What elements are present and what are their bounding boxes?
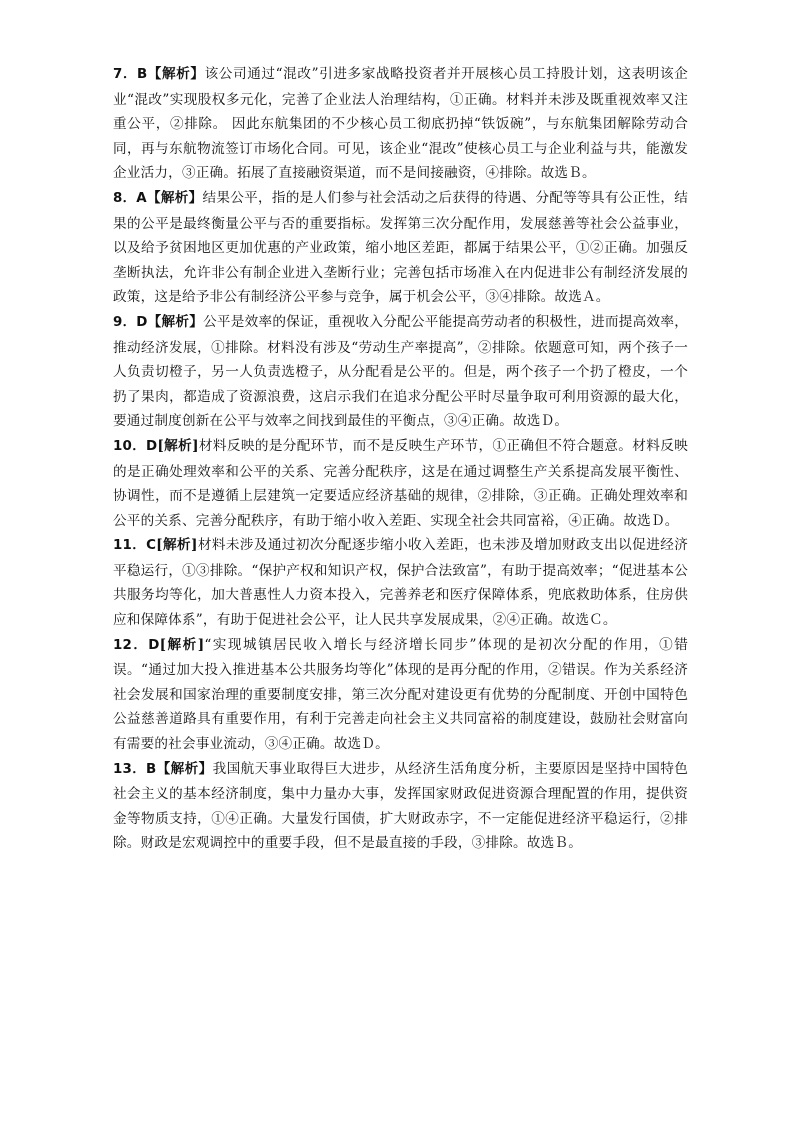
answer-choice: D <box>146 438 158 454</box>
answer-item-8: 8．A【解析】结果公平，指的是人们参与社会活动之后获得的待遇、分配等等具有公正性，结果的公平是最终衡量公平与否的重要指标。发挥第三次分配作用，发展慈善等社会公益事业，以及给予贫困地区更加优惠的产业政策，缩小地区差距，都属于结果公平，①②正确。加强反垄断执法，允许非公有制企业进入垄断行业；完善包括市场准入在内促进非公有制经济发展的政策，这是给予非公有制经济公平参与竞争，属于机会公平，③④排除。故选Ａ。 <box>113 189 689 306</box>
answer-choice: B <box>136 67 148 82</box>
answer-choice: B <box>146 761 157 777</box>
question-number: 7 <box>113 67 123 82</box>
answer-item-11: 11．C[解析]材料未涉及通过初次分配逐步缩小收入差距，也未涉及增加财政支出以促进经济平稳运行，①③排除。“保护产权和知识产权，保护合法致富”，有助于提高效率；“促进基本公共服务均等化，加大普惠性人力资本投入，完善养老和医疗保障体系，兜底救助体系，住房供应和保障体系”，有助于促进社会公平，让人民共享发展成果，②④正确。故选Ｃ。 <box>113 537 689 629</box>
answer-choice: D <box>136 314 148 330</box>
answer-item-12: 12．D[解析]“实现城镇居民收入增长与经济增长同步”体现的是初次分配的作用，①错误。“通过加大投入推进基本公共服务均等化”体现的是再分配的作用，②错误。作为关系经济社会发展和国家治理的重要制度安排，第三次分配对建设更有优势的分配制度、开创中国特色公益慈善道路具有重要作用，有利于完善走向社会主义共同富裕的制度建设，鼓励社会财富向有需要的社会事业流动，③④正确。故选Ｄ。 <box>113 636 688 753</box>
answer-choice: D <box>148 637 160 653</box>
analysis-tag: [解析] <box>159 636 205 653</box>
analysis-tag: [解析] <box>156 537 198 554</box>
analysis-text: 结果公平，指的是人们参与社会活动之后获得的待遇、分配等等具有公正性，结果的公平是最终衡量公平与否的重要指标。发挥第三次分配作用，发展慈善等社会公益事业，以及给予贫困地区更加优惠的产业政策，缩小地区差距，都属于结果公平，①②正确。加强反垄断执法，允许非公有制企业进入垄断行业；完善包括市场准入在内促进非公有制经济发展的政策，这是给予非公有制经济公平参与竞争，属于机会公平，③④排除。故选Ａ。 <box>113 189 689 306</box>
analysis-text: 该公司通过“混改”引进多家战略投资者并开展核心员工持股计划，这表明该企业“混改”实现股权多元化，完善了企业法人治理结构，①正确。材料并未涉及既重视效率又注重公平，②排除。 因此东航集团的不少核心员工彻底扔掉“铁饭碗”，与东航集团解除劳动合同，再与东航物流签订市场化合同。可见，该企业“混改”使核心员工与企业利益与共，能激发企业活力，③正确。拓展了直接融资渠道，而不是间接融资，④排除。故选Ｂ。 <box>113 66 689 182</box>
question-number: 11 <box>113 538 133 554</box>
answer-choice: A <box>136 190 147 206</box>
analysis-text: 我国航天事业取得巨大进步，从经济生活角度分析，主要原因是坚持中国特色社会主义的基本经济制度，集中力量办大事，发挥国家财政促进资源合理配置的作用，提供资金等物质支持，①④正确。大量发行国债，扩大财政赤字，不一定能促进经济平稳运行，②排除。财政是宏观调控中的重要手段，但不是最直接的手段，③排除。故选Ｂ。 <box>113 760 688 852</box>
analysis-text: 材料未涉及通过初次分配逐步缩小收入差距，也未涉及增加财政支出以促进经济平稳运行，①③排除。“保护产权和知识产权，保护合法致富”，有助于提高效率；“促进基本公共服务均等化，加大普惠性人力资本投入，完善养老和医疗保障体系，兜底救助体系，住房供应和保障体系”，有助于促进社会公平，让人民共享发展成果，②④正确。故选Ｃ。 <box>113 537 689 629</box>
question-number: 8 <box>113 190 123 206</box>
analysis-text: “实现城镇居民收入增长与经济增长同步”体现的是初次分配的作用，①错误。“通过加大投入推进基本公共服务均等化”体现的是再分配的作用，②错误。作为关系经济社会发展和国家治理的重要制度安排，第三次分配对建设更有优势的分配制度、开创中国特色公益慈善道路具有重要作用，有利于完善走向社会主义共同富裕的制度建设，鼓励社会财富向有需要的社会事业流动，③④正确。故选Ｄ。 <box>113 636 688 753</box>
answer-explanations <box>113 62 688 856</box>
answer-item-7: 7．B【解析】该公司通过“混改”引进多家战略投资者并开展核心员工持股计划，这表明该企业“混改”实现股权多元化，完善了企业法人治理结构，①正确。材料并未涉及既重视效率又注重公平，②排除。 因此东航集团的不少核心员工彻底扔掉“铁饭碗”，与东航集团解除劳动合同，再与东航物流签订市场化合同。可见，该企业“混改”使核心员工与企业利益与共，能激发企业活力，③正确。拓展了直接融资渠道，而不是间接融资，④排除。故选Ｂ。 <box>113 66 689 182</box>
question-number: 13 <box>113 761 133 777</box>
analysis-tag: [解析] <box>157 437 199 454</box>
answer-choice: C <box>146 538 157 554</box>
answer-item-9: 9．D【解析】公平是效率的保证，重视收入分配公平能提高劳动者的积极性，进而提高效率，推动经济发展，①排除。材料没有涉及“劳动生产率提高”，②排除。依题意可知，两个孩子一人负责切橙子，另一人负责选橙子，从分配看是公平的。但是，两个孩子一个扔了橙皮，一个扔了果肉，都造成了资源浪费，这启示我们在追求分配公平时尽量争取可利用资源的最大化，要通过制度创新在公平与效率之间找到最佳的平衡点，③④正确。故选Ｄ。 <box>113 313 688 430</box>
analysis-tag: 【解析】 <box>156 760 213 777</box>
answer-item-13: 13．B【解析】我国航天事业取得巨大进步，从经济生活角度分析，主要原因是坚持中国特色社会主义的基本经济制度，集中力量办大事，发挥国家财政促进资源合理配置的作用，提供资金等物质支持，①④正确。大量发行国债，扩大财政赤字，不一定能促进经济平稳运行，②排除。财政是宏观调控中的重要手段，但不是最直接的手段，③排除。故选Ｂ。 <box>113 760 688 852</box>
question-number: 9 <box>113 314 123 330</box>
analysis-tag: 【解析】 <box>146 189 203 206</box>
analysis-tag: 【解析】 <box>147 313 204 330</box>
answer-item-10: 10．D[解析]材料反映的是分配环节，而不是反映生产环节，①正确但不符合题意。材料反映的是正确处理效率和公平的关系、完善分配秩序，这是在通过调整生产关系提高发展平衡性、协调性，而不是遵循上层建筑一定要适应经济基础的规律，②排除，③正确。正确处理效率和公平的关系、完善分配秩序，有助于缩小收入差距、实现全社会共同富裕，④正确。故选Ｄ。 <box>113 437 688 529</box>
question-number: 12 <box>113 637 133 653</box>
analysis-text: 材料反映的是分配环节，而不是反映生产环节，①正确但不符合题意。材料反映的是正确处理效率和公平的关系、完善分配秩序，这是在通过调整生产关系提高发展平衡性、协调性，而不是遵循上层建筑一定要适应经济基础的规律，②排除，③正确。正确处理效率和公平的关系、完善分配秩序，有助于缩小收入差距、实现全社会共同富裕，④正确。故选Ｄ。 <box>113 437 688 529</box>
analysis-tag: 【解析】 <box>147 66 205 82</box>
question-number: 10 <box>113 438 133 454</box>
analysis-text: 公平是效率的保证，重视收入分配公平能提高劳动者的积极性，进而提高效率，推动经济发展，①排除。材料没有涉及“劳动生产率提高”，②排除。依题意可知，两个孩子一人负责切橙子，另一人负责选橙子，从分配看是公平的。但是，两个孩子一个扔了橙皮，一个扔了果肉，都造成了资源浪费，这启示我们在追求分配公平时尽量争取可利用资源的最大化，要通过制度创新在公平与效率之间找到最佳的平衡点，③④正确。故选Ｄ。 <box>113 313 688 430</box>
